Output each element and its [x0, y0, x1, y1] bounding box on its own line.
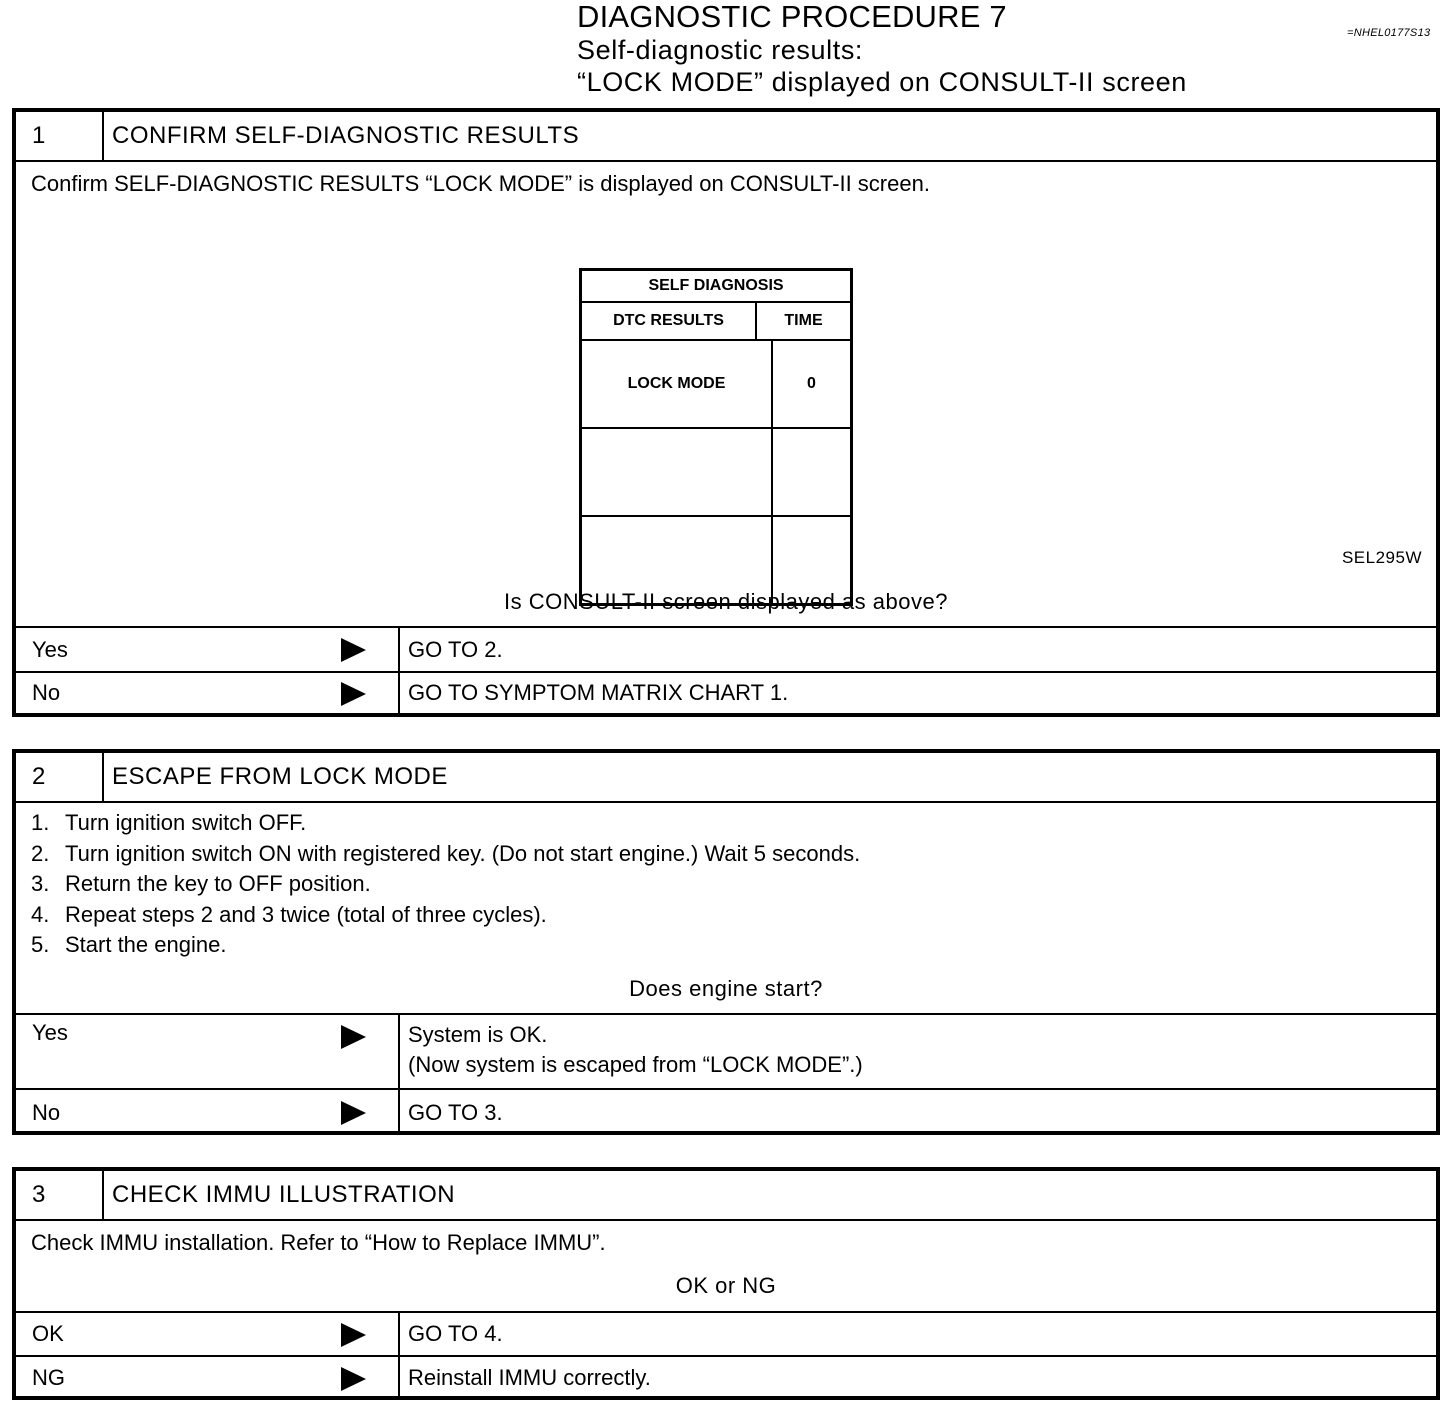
arrow-right-icon — [341, 1367, 366, 1391]
answer-label — [16, 673, 400, 713]
step-3-body — [16, 1219, 1436, 1311]
answer-label — [16, 1090, 400, 1135]
list-item: 5. Start the engine. — [31, 932, 227, 957]
screen-title: SELF DIAGNOSIS — [582, 271, 850, 303]
answer-label — [16, 1313, 400, 1355]
page-title: DIAGNOSTIC PROCEDURE 7 — [577, 0, 1007, 34]
answer-action: Reinstall IMMU correctly. — [408, 1365, 651, 1390]
page-subtitle-line-1: Self-diagnostic results: — [577, 35, 864, 65]
step-title: CHECK IMMU ILLUSTRATION — [112, 1181, 456, 1208]
step-title: CONFIRM SELF-DIAGNOSTIC RESULTS — [112, 122, 580, 149]
answer-action — [400, 1015, 1436, 1088]
step-1-question: Is CONSULT-II screen displayed as above? — [504, 589, 948, 614]
step-1-header — [16, 112, 1436, 160]
answer-label-text: No — [32, 1100, 61, 1125]
answer-row-yes — [16, 626, 1436, 671]
arrow-right-icon — [341, 638, 366, 662]
answer-row-ng — [16, 1355, 1436, 1398]
answer-row-ok — [16, 1311, 1436, 1355]
dtc-results-header: DTC RESULTS — [582, 303, 757, 341]
answer-label — [16, 1357, 400, 1398]
dtc-result-cell: LOCK MODE — [582, 341, 773, 429]
answer-label-text: NG — [32, 1365, 65, 1390]
step-2-body — [16, 801, 1436, 1013]
answer-row-yes — [16, 1013, 1436, 1088]
answer-label-text: OK — [32, 1321, 64, 1346]
step-2-question: Does engine start? — [629, 976, 823, 1001]
time-cell: 0 — [773, 341, 850, 429]
step-2-header — [16, 753, 1436, 801]
list-item: 4. Repeat steps 2 and 3 twice (total of three cycles). — [31, 901, 547, 927]
step-3-question: OK or NG — [675, 1273, 777, 1298]
step-1-box — [12, 108, 1440, 717]
page-header — [577, 0, 1187, 98]
step-number: 3 — [16, 1171, 104, 1219]
reference-code: =NHEL0177S13 — [1347, 27, 1431, 39]
arrow-right-icon — [341, 1323, 366, 1347]
step-3-instruction: Check IMMU installation. Refer to “How to Replace IMMU”. — [31, 1230, 606, 1255]
arrow-right-icon — [341, 682, 366, 706]
answer-label — [16, 628, 400, 671]
time-header: TIME — [757, 303, 850, 341]
step-number: 1 — [16, 112, 104, 160]
answer-label-text: Yes — [32, 637, 68, 662]
step-1-body — [16, 160, 1436, 626]
answer-action-line: System is OK. — [408, 1022, 548, 1047]
arrow-right-icon — [341, 1025, 366, 1049]
answer-action: GO TO 3. — [408, 1100, 503, 1125]
consult-screen-figure — [579, 268, 853, 606]
step-2-box — [12, 749, 1440, 1135]
answer-action: GO TO SYMPTOM MATRIX CHART 1. — [408, 680, 789, 705]
step-1-instruction: Confirm SELF-DIAGNOSTIC RESULTS “LOCK MODE” is displayed on CONSULT-II screen. — [31, 171, 930, 196]
page-subtitle-line-2: “LOCK MODE” displayed on CONSULT-II screen — [577, 67, 1187, 97]
answer-label-text: No — [32, 680, 61, 705]
answer-action: GO TO 4. — [408, 1321, 503, 1346]
empty-time-cell — [773, 429, 850, 517]
answer-row-no — [16, 1088, 1436, 1135]
list-item: 1. Turn ignition switch OFF. — [31, 810, 307, 835]
step-3-box — [12, 1167, 1440, 1400]
procedure-steps-list — [31, 808, 860, 961]
step-3-header — [16, 1171, 1436, 1219]
answer-label-text: Yes — [32, 1020, 68, 1045]
step-number: 2 — [16, 753, 104, 801]
answer-label — [16, 1015, 400, 1088]
empty-result-cell — [582, 429, 773, 517]
answer-action-line: (Now system is escaped from “LOCK MODE”.) — [408, 1052, 863, 1077]
answer-row-no — [16, 671, 1436, 713]
figure-code: SEL295W — [1341, 548, 1422, 567]
list-item: 2. Turn ignition switch ON with registered key. (Do not start engine.) Wait 5 seconds. — [31, 840, 861, 866]
answer-action: GO TO 2. — [408, 637, 503, 662]
arrow-right-icon — [341, 1101, 366, 1125]
list-item: 3. Return the key to OFF position. — [31, 871, 371, 896]
step-title: ESCAPE FROM LOCK MODE — [112, 763, 448, 790]
